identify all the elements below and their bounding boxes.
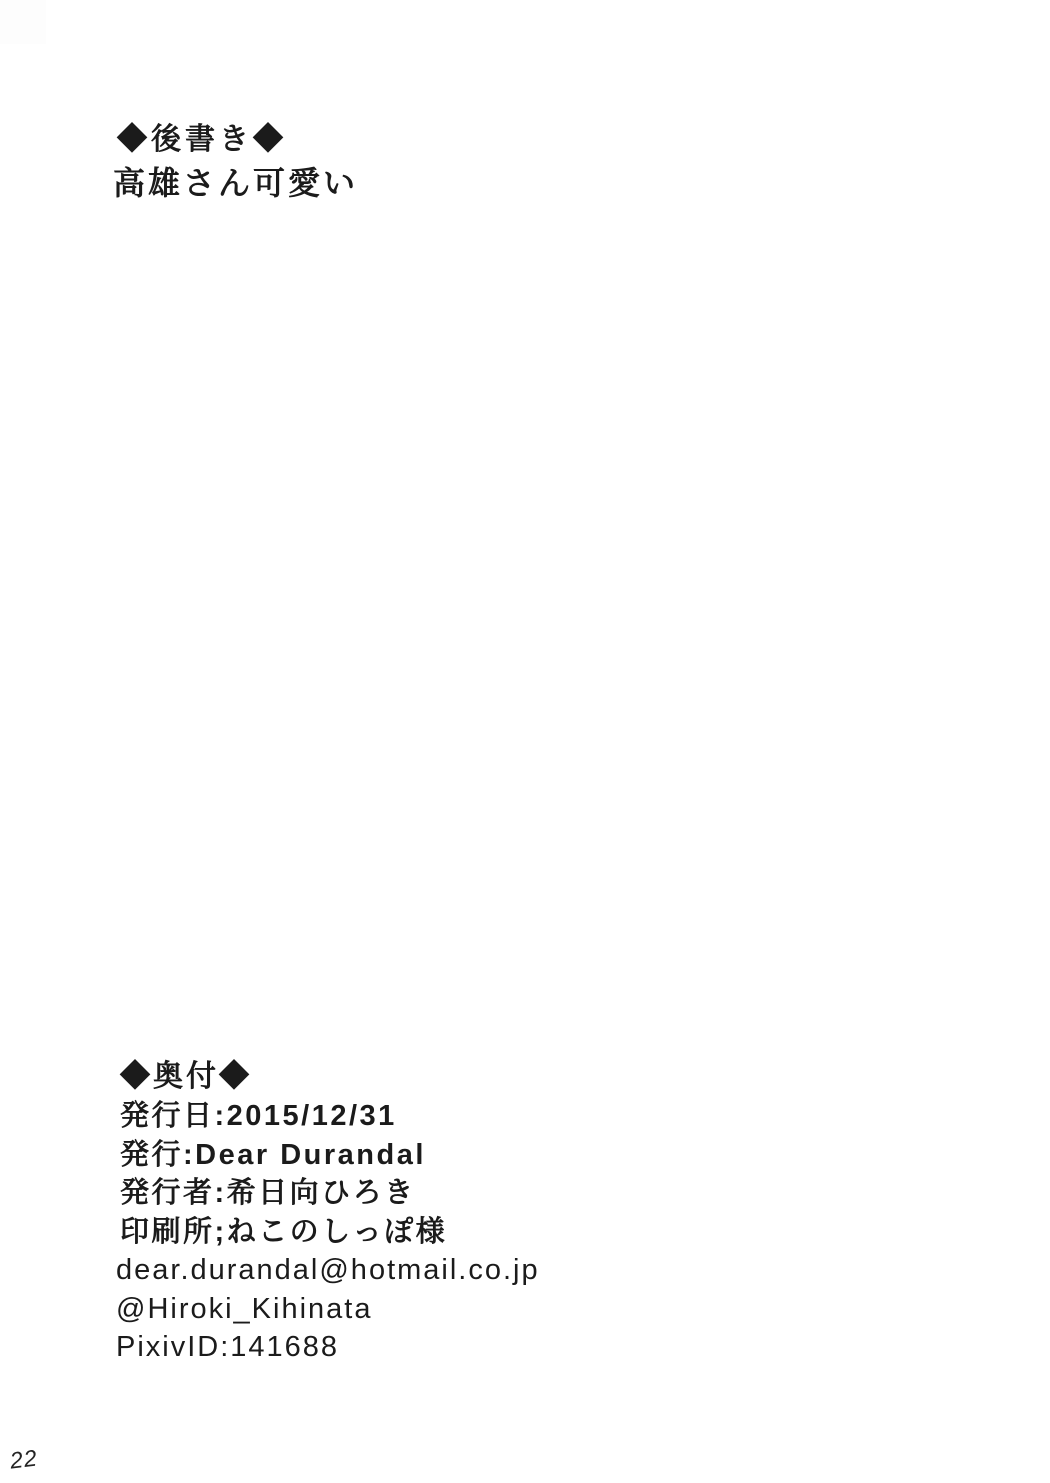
colophon-line-publisher-name: 発行者:希日向ひろき [120, 1177, 416, 1209]
colophon-section [116, 1057, 540, 1367]
colophon-line-printer: 印刷所;ねこのしっぽ様 [120, 1215, 448, 1248]
colophon-line-twitter-handle: @Hiroki_Kihinata [116, 1292, 373, 1325]
afterword-title: ◆後書き◆ [117, 123, 287, 156]
afterword-section [113, 121, 359, 202]
colophon-line-email: dear.durandal@hotmail.co.jp [116, 1254, 540, 1286]
colophon-line-circle-name: 発行:Dear Durandal [120, 1138, 426, 1171]
afterword-body-text: 高雄さん可愛い [113, 163, 359, 202]
colophon-line-publication-date: 発行日:2015/12/31 [120, 1100, 397, 1132]
colophon-title: ◆奥付◆ [120, 1060, 252, 1093]
page-number: 22 [8, 1444, 40, 1474]
scan-artifact [0, 0, 46, 44]
colophon-line-pixiv-id: PixivID:141688 [116, 1331, 340, 1363]
